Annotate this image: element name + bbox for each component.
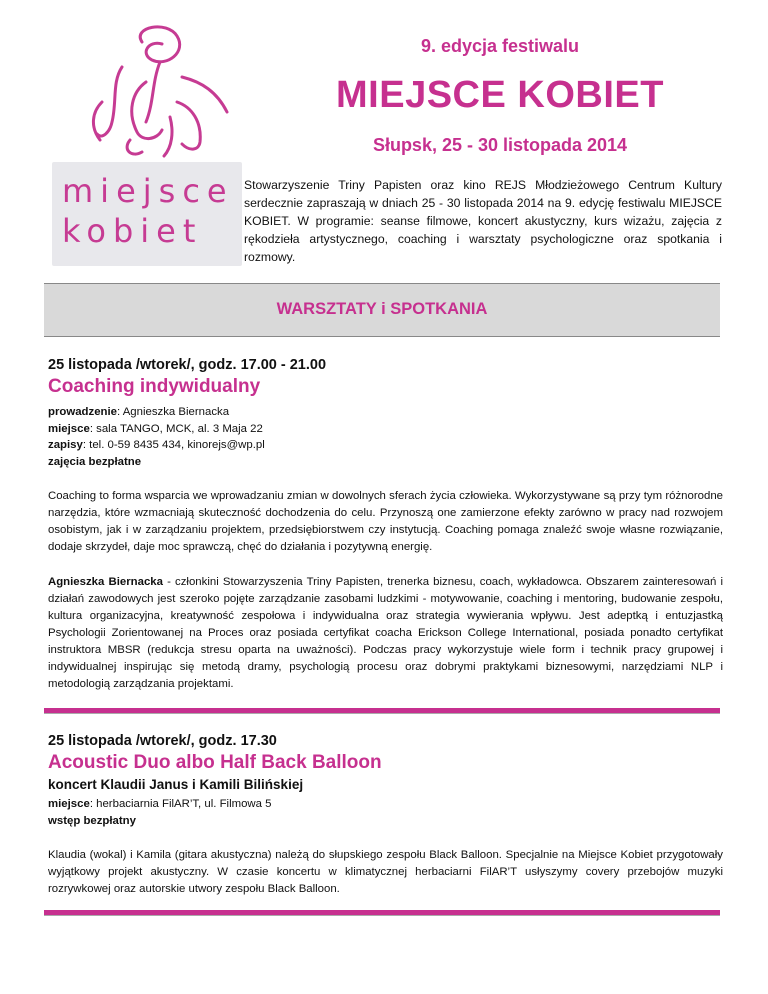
intro-paragraph: Stowarzyszenie Triny Papisten oraz kino REJS Młodzieżowego Centrum Kultury serdecznie zapraszają w dniach 25 - 30 listopada 2014 na 9. edycję festiwalu MIEJSCE KOBIET. W programie: seanse filmowe, koncert akustyczny, kurs wizażu, zajęcia z rękodzieła artystycznego, coaching i warsztaty psychologiczne oraz spotkania i rozmowy. — [244, 178, 722, 264]
meta-lead — [48, 404, 723, 421]
festival-logo — [52, 22, 242, 250]
event-title: Coaching indywidualny — [48, 376, 261, 397]
meta-lead-label: prowadzenie — [48, 406, 117, 418]
meta-place-value: : sala TANGO, MCK, al. 3 Maja 22 — [89, 422, 263, 435]
meta-signup-value: : tel. 0-59 8435 434, kinorejs@wp.pl — [82, 439, 265, 451]
meta-place — [48, 421, 723, 438]
logo-word-2: kobiet — [62, 212, 203, 250]
meta-place-label: miejsce — [48, 798, 90, 810]
event-meta — [48, 796, 723, 829]
festival-title: MIEJSCE KOBIET — [336, 74, 664, 116]
meta-signup-label: zapisy — [48, 439, 83, 451]
meta-free: zajęcia bezpłatne — [48, 455, 142, 468]
event-concert — [48, 733, 723, 898]
section-divider — [44, 910, 720, 916]
meta-lead-value: : Agnieszka Biernacka — [117, 406, 230, 418]
event-meta — [48, 404, 723, 470]
edition-label: 9. edycja festiwalu — [420, 36, 580, 56]
meta-free: wstęp bezpłatny — [48, 814, 136, 827]
women-figures-logo-icon — [82, 22, 232, 162]
bio-text: - członkini Stowarzyszenia Triny Papisten, trenerka biznesu, coach, wykładowca. Obszarem zainteresowań i działań zawodowych jest szeroko pojęte zarządzanie zasobami ludzkimi - motywowanie, coaching i mentoring, budowanie zespołu, kultura organizacyjna, kreatywność zespołowa i indywidualna oraz strategia wywierania wpływu. Jest adeptką i entuzjastką Psychologii Zorientowanej na Proces oraz posiada certyfikat coacha Erickson College International, posiada ponadto certyfikat instruktora MBSR (redukcja stresu oparta na uważności). Podczas pracy wykorzystuje wiele form i technik pracy grupowej i indywidualnej inspirując się metodą dramy, psychologią procesu oraz dobrymi praktykami biznesowymi, narzędziami NLP i metodologią zarządzania projektami. — [48, 576, 723, 690]
event-title: Acoustic Duo albo Half Back Balloon — [48, 752, 382, 773]
meta-place-value: : herbaciarnia FilAR’T, ul. Filmowa 5 — [89, 798, 272, 810]
event-date: 25 listopada /wtorek/, godz. 17.00 - 21.00 — [48, 357, 327, 373]
event-description: Coaching to forma wsparcia we wprowadzaniu zmian w dowolnych sferach życia człowieka. Wykorzystywane są przy tym różnorodne narzędzia, które wzmacniają skuteczność dochodzenia do celu. Przynoszą one zamierzone efekty zarówno w pracy nad rozwojem osobistym, jak i w zarządzaniu projektem, przedsiębiorstwem czy instytucją. Coaching pomaga znaleźć swoje własne rozwiązanie, dodaje skrzydeł, daje moc sprawczą, chęć do działania i pozytywną energię. — [48, 490, 723, 553]
meta-place — [48, 796, 723, 813]
event-date: 25 listopada /wtorek/, godz. 17.30 — [48, 733, 277, 749]
section-band — [44, 283, 720, 337]
bio-paragraph — [48, 574, 723, 693]
section-divider — [44, 708, 720, 714]
bio-name: Agnieszka Biernacka — [48, 576, 163, 588]
meta-place-label: miejsce — [48, 422, 90, 435]
logo-word-1: miejsce — [62, 172, 234, 210]
event-subtitle: koncert Klaudii Janus i Kamili Bilińskiej — [48, 777, 304, 792]
place-dates: Słupsk, 25 - 30 listopada 2014 — [372, 135, 628, 155]
event-description: Klaudia (wokal) i Kamila (gitara akustyczna) należą do słupskiego zespołu Black Balloon. Specjalnie na Miejsce Kobiet przygotowały wyjątkowy projekt akustyczny. W czasie koncertu w klimatycznej herbaciarni FilAR’T usłyszymy covery przebojów muzyki rozrywkowej oraz autorskie utwory zespołu Black Balloon. — [48, 849, 723, 895]
event-coaching — [48, 357, 723, 693]
meta-signup — [48, 437, 723, 454]
section-title: WARSZTATY i SPOTKANIA — [276, 300, 488, 318]
